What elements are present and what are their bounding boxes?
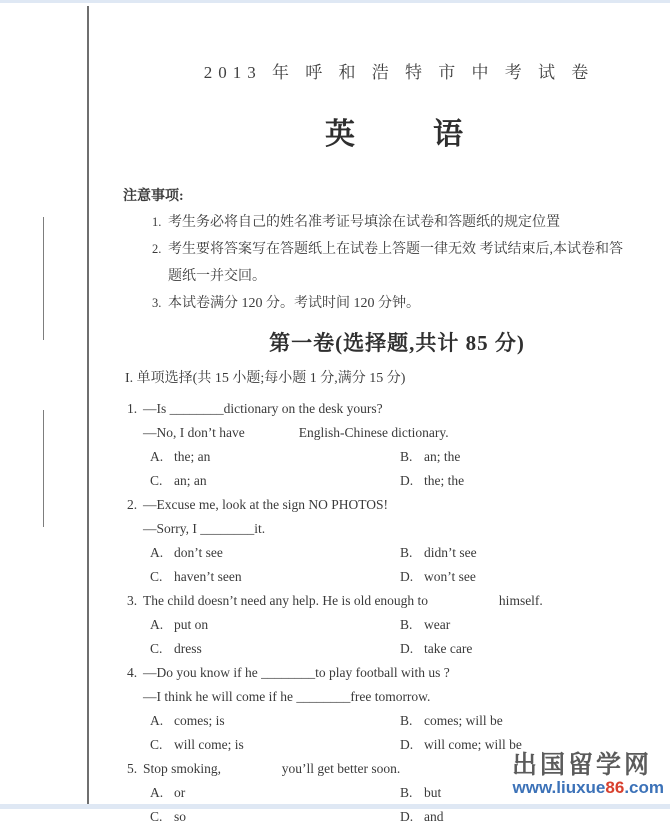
option-letter: A. [150,785,164,800]
note-line: 题纸一并交回。 [168,269,266,284]
option-row [150,637,670,661]
answer-option: B. an; the [400,445,460,469]
option-letter: C. [150,737,163,752]
answer-option: C. haven’t seen [150,565,400,589]
answer-option: D. and [400,805,444,829]
option-letter: B. [400,617,413,632]
answer-option: A. comes; is [150,709,400,733]
option-row [150,445,670,469]
notes-list [88,209,670,317]
answer-option: D. take care [400,637,472,661]
watermark-site-url [512,779,664,796]
note-number: 2. [152,242,162,256]
question-line: —I think he will come if he ________free tomorrow. [143,689,431,704]
answer-option: D. won’t see [400,565,476,589]
page-top-edge [0,0,670,3]
note-number: 1. [152,215,162,229]
note-line: 1. 考生务必将自己的姓名准考证号填涂在试卷和答题纸的规定位置 [168,209,670,236]
option-row [150,565,670,589]
answer-option: C. dress [150,637,400,661]
option-letter: B. [400,545,413,560]
answer-option: C. an; an [150,469,400,493]
option-row [150,613,670,637]
option-letter: A. [150,617,164,632]
answer-option: B. but [400,781,441,805]
option-letter: B. [400,449,413,464]
section-title: 第一卷(选择题,共计 85 分) [269,331,525,355]
option-letter: C. [150,569,163,584]
answer-option: C. so [150,805,400,829]
option-letter: C. [150,809,163,824]
answer-option: A. don’t see [150,541,400,565]
exam-document [88,0,670,829]
option-letter: D. [400,641,414,656]
answer-option: A. the; an [150,445,400,469]
option-row [150,709,670,733]
option-letter: B. [400,713,413,728]
question-number: 2. [127,497,138,512]
watermark-url-number: 86 [605,778,625,797]
answer-option: A. or [150,781,400,805]
watermark-site-name: 出国留学网 [511,751,652,779]
option-letter: D. [400,737,414,752]
question-item [88,661,670,757]
watermark-url-prefix: www.liuxue [512,778,606,797]
answer-option: D. will come; will be [400,733,522,757]
question-number: 5. [127,761,138,776]
option-letter: C. [150,473,163,488]
question-line: —No, I don’t have English-Chinese dictionary. [143,425,449,440]
scan-binding-mark-lower [43,410,44,527]
question-item [88,397,670,493]
option-letter: B. [400,785,413,800]
notes-heading: 注意事项: [123,189,184,204]
watermark-url-suffix: .com [624,778,664,797]
option-row [150,541,670,565]
option-letter: C. [150,641,163,656]
option-letter: A. [150,545,164,560]
answer-option: B. didn’t see [400,541,477,565]
note-number: 3. [152,296,162,310]
answer-option: B. comes; will be [400,709,503,733]
question-item [88,589,670,661]
answer-option: B. wear [400,613,450,637]
question-number: 3. [127,593,138,608]
watermark [512,752,664,796]
question-line: 5. Stop smoking, you’ll get better soon. [143,757,670,781]
option-letter: D. [400,809,414,824]
option-row [150,469,670,493]
option-letter: D. [400,569,414,584]
question-item [88,493,670,589]
option-letter: A. [150,449,164,464]
question-line: 1. —Is ________dictionary on the desk yours? [143,397,670,421]
option-letter: A. [150,713,164,728]
answer-option: A. put on [150,613,400,637]
answer-option: D. the; the [400,469,464,493]
question-line: —Sorry, I ________it. [143,521,266,536]
page-bottom-edge [0,804,670,809]
subject-title: 英 语 [325,118,465,151]
answer-option: C. will come; is [150,733,400,757]
part-heading: I. 单项选择(共 15 小题;每小题 1 分,满分 15 分) [125,371,406,386]
note-line: 2. 考生要将答案写在答题纸上在试卷上答题一律无效 考试结束后,本试卷和答 [168,236,670,263]
question-line: 2. —Excuse me, look at the sign NO PHOTOS! [143,493,670,517]
question-line: 4. —Do you know if he ________to play football with us ? [143,661,670,685]
question-number: 4. [127,665,138,680]
option-letter: D. [400,473,414,488]
question-number: 1. [127,401,138,416]
note-line: 3. 本试卷满分 120 分。考试时间 120 分钟。 [168,290,670,317]
exam-title: 2013 年 呼 和 浩 特 市 中 考 试 卷 [203,63,595,82]
scan-binding-mark-upper [43,217,44,340]
question-line: 3. The child doesn’t need any help. He is old enough to himself. [143,589,670,613]
